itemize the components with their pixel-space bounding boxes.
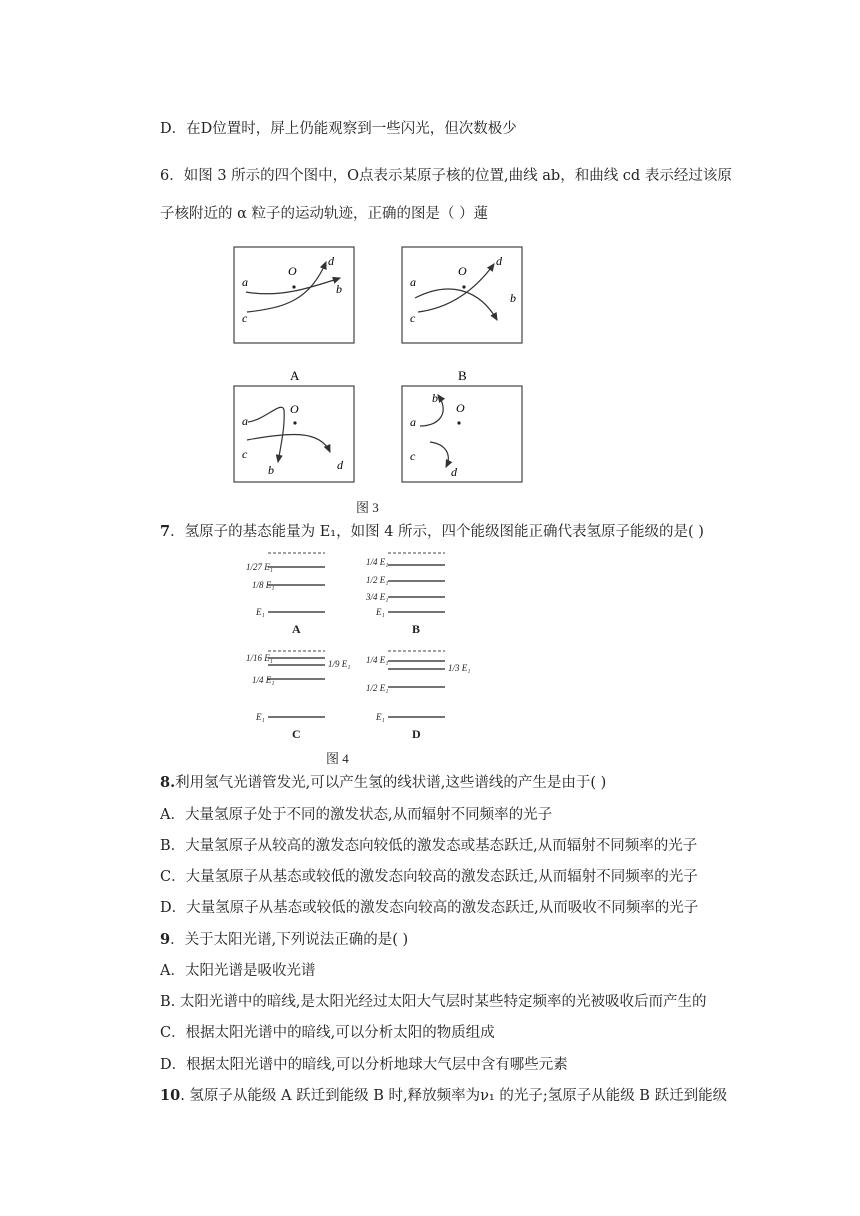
q9-stem: 9．关于太阳光谱,下列说法正确的是( ) bbox=[160, 931, 409, 948]
svg-text:O: O bbox=[290, 402, 299, 416]
q8-option-c: C．大量氢原子从基态或较低的激发态向较高的激发态跃迁,从而辐射不同频率的光子 bbox=[160, 869, 698, 885]
svg-text:d: d bbox=[337, 458, 343, 472]
svg-text:E₁: E₁ bbox=[256, 607, 265, 617]
svg-text:1/27 E₁: 1/27 E₁ bbox=[246, 562, 273, 572]
panel-a bbox=[234, 247, 354, 343]
diagram-b bbox=[365, 553, 445, 636]
svg-text:1/4 E₁: 1/4 E₁ bbox=[252, 675, 275, 685]
panel-b-label: B bbox=[458, 368, 467, 383]
q8-stem: 8.利用氢气光谱管发光,可以产生氢的线状谱,这些谱线的产生是由于( ) bbox=[160, 774, 607, 791]
svg-text:d: d bbox=[451, 465, 457, 479]
svg-text:c: c bbox=[410, 449, 416, 463]
svg-text:3/4 E₁: 3/4 E₁ bbox=[366, 592, 389, 602]
svg-text:1/4 E₁: 1/4 E₁ bbox=[366, 557, 389, 567]
svg-text:c: c bbox=[242, 447, 248, 461]
diagram-a bbox=[246, 553, 325, 636]
q9-option-b: B. 太阳光谱中的暗线,是太阳光经过太阳大气层时某些特定频率的光被吸收后而产生的 bbox=[160, 994, 707, 1010]
svg-text:a: a bbox=[242, 414, 248, 428]
svg-text:b: b bbox=[268, 463, 274, 477]
q9-option-a: A．太阳光谱是吸收光谱 bbox=[160, 963, 316, 979]
q9-option-c: C．根据太阳光谱中的暗线,可以分析太阳的物质组成 bbox=[160, 1025, 495, 1041]
panel-c bbox=[234, 386, 354, 482]
q5-option-d: D．在D位置时，屏上仍能观察到一些闪光，但次数极少 bbox=[160, 121, 517, 137]
svg-text:1/9 E₁: 1/9 E₁ bbox=[328, 659, 351, 669]
svg-text:a: a bbox=[410, 275, 416, 289]
panel-d bbox=[402, 386, 522, 482]
q8-option-d: D．大量氢原子从基态或较低的激发态向较高的激发态跃迁,从而吸收不同频率的光子 bbox=[160, 900, 699, 916]
svg-text:O: O bbox=[458, 264, 467, 278]
svg-text:E₁: E₁ bbox=[376, 607, 385, 617]
figure-4-energy-levels bbox=[0, 545, 860, 745]
svg-text:d: d bbox=[328, 254, 334, 268]
svg-text:A: A bbox=[292, 622, 301, 636]
svg-text:c: c bbox=[410, 311, 416, 325]
svg-text:E₁: E₁ bbox=[376, 712, 385, 722]
nucleus-label: O bbox=[288, 264, 297, 278]
panel-a-label: A bbox=[290, 368, 300, 383]
nucleus-dot bbox=[292, 285, 295, 288]
trajectory-cd bbox=[247, 262, 326, 312]
svg-text:1/2 E₁: 1/2 E₁ bbox=[366, 575, 389, 585]
svg-text:b: b bbox=[510, 291, 516, 305]
svg-text:c: c bbox=[242, 311, 248, 325]
svg-text:b: b bbox=[432, 391, 438, 405]
svg-text:a: a bbox=[242, 275, 248, 289]
q8-option-b: B．大量氢原子从较高的激发态向较低的激发态或基态跃迁,从而辐射不同频率的光子 bbox=[160, 838, 698, 854]
panel-b bbox=[402, 247, 522, 343]
diagram-d bbox=[366, 651, 470, 741]
q6-stem-line1: 6．如图 3 所示的四个图中，O点表示某原子核的位置,曲线 ab，和曲线 cd 表示经过该原 bbox=[160, 168, 732, 184]
svg-text:1/3 E₁: 1/3 E₁ bbox=[448, 663, 471, 673]
figure-3-trajectories bbox=[0, 240, 860, 530]
figure-4-caption: 图 4 bbox=[326, 751, 349, 766]
svg-text:E₁: E₁ bbox=[256, 712, 265, 722]
svg-text:1/4 E₁: 1/4 E₁ bbox=[366, 655, 389, 665]
figure-3-caption: 图 3 bbox=[356, 500, 379, 515]
svg-text:B: B bbox=[412, 622, 421, 636]
q7-stem: 7．氢原子的基态能量为 E₁，如图 4 所示，四个能级图能正确代表氢原子能级的是( ) bbox=[160, 523, 704, 540]
q10-stem: 10. 氢原子从能级 A 跃迁到能级 B 时,释放频率为ν₁ 的光子;氢原子从能级 B 跃迁到能级 bbox=[160, 1087, 728, 1104]
svg-text:1/16 E₁: 1/16 E₁ bbox=[246, 653, 273, 663]
svg-text:C: C bbox=[292, 727, 301, 741]
svg-text:a: a bbox=[410, 415, 416, 429]
svg-text:1/8 E₁: 1/8 E₁ bbox=[252, 580, 275, 590]
svg-text:1/2 E₁: 1/2 E₁ bbox=[366, 683, 389, 693]
q6-stem-line2: 子核附近的 α 粒子的运动轨迹，正确的图是（ ）蓮 bbox=[160, 206, 489, 222]
q9-option-d: D．根据太阳光谱中的暗线,可以分析地球大气层中含有哪些元素 bbox=[160, 1057, 568, 1073]
svg-text:O: O bbox=[456, 401, 465, 415]
svg-text:D: D bbox=[412, 727, 421, 741]
diagram-c bbox=[246, 651, 350, 741]
svg-text:b: b bbox=[336, 282, 342, 296]
q8-option-a: A．大量氢原子处于不同的激发状态,从而辐射不同频率的光子 bbox=[160, 807, 553, 823]
svg-text:d: d bbox=[496, 254, 502, 268]
